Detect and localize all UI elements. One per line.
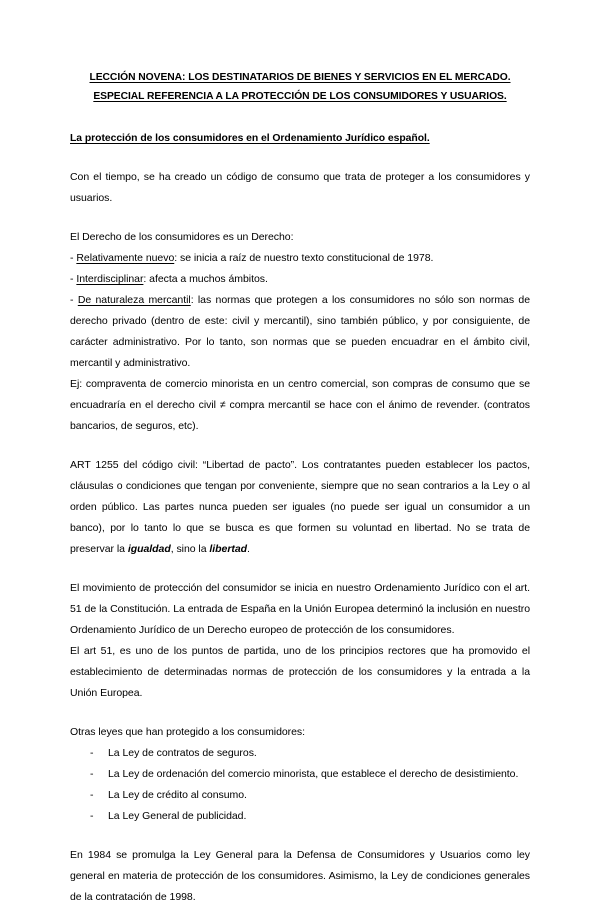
list-item-label: La Ley de ordenación del comercio minorista, que establece el derecho de desistimiento.	[108, 768, 519, 780]
list-item	[70, 743, 530, 764]
section-heading: La protección de los consumidores en el Ordenamiento Jurídico español.	[70, 133, 430, 144]
list-item	[70, 764, 530, 785]
list-item	[70, 785, 530, 806]
derecho-lead: El Derecho de los consumidores es un Derecho:	[70, 231, 294, 243]
art-1255-text-after: .	[247, 543, 250, 555]
bullet-term: Interdisciplinar	[76, 273, 144, 285]
list-item-label: La Ley de contratos de seguros.	[108, 747, 257, 759]
emphasis-libertad: libertad	[209, 543, 248, 555]
bullet-dash: -	[70, 294, 74, 306]
bullet-rest: : afecta a muchos ámbitos.	[143, 273, 268, 285]
law-list	[70, 743, 530, 827]
list-item-label: La Ley General de publicidad.	[108, 810, 247, 822]
bullet-term: Relativamente nuevo	[76, 252, 175, 264]
bullet-dash: -	[70, 273, 74, 285]
otras-leyes-lead: Otras leyes que han protegido a los consumidores:	[70, 726, 306, 738]
list-dash: -	[90, 768, 94, 780]
art-1255-text-middle: , sino la	[170, 543, 210, 555]
bullet-rest: : se inicia a raíz de nuestro texto constitucional de 1978.	[174, 252, 434, 264]
list-dash: -	[90, 747, 94, 759]
closing-paragraph: En 1984 se promulga la Ley General para la Defensa de Consumidores y Usuarios como ley general en materia de protección de los consumidores. Asimismo, la Ley de condiciones generales de la contratación de 1998.	[70, 849, 530, 903]
example-paragraph: Ej: compraventa de comercio minorista en un centro comercial, son compras de consumo que se encuadraría en el derecho civil ≠ compra mercantil se hace con el ánimo de revender. (contratos bancarios, de seguros, etc).	[70, 378, 530, 432]
list-dash: -	[90, 789, 94, 801]
list-item	[70, 806, 530, 827]
art-51-paragraph: El art 51, es uno de los puntos de partida, uno de los principios rectores que ha promovido el establecimiento de determinadas normas de protección de los consumidores y la entrada a la Unión Europea.	[70, 645, 530, 699]
emphasis-igualdad: igualdad	[127, 543, 171, 555]
page-title-line-2: ESPECIAL REFERENCIA A LA PROTECCIÓN DE LOS CONSUMIDORES Y USUARIOS.	[93, 91, 507, 102]
bullet-dash: -	[70, 252, 74, 264]
list-item-label: La Ley de crédito al consumo.	[108, 789, 247, 801]
bullet-term: De naturaleza mercantil	[77, 294, 191, 306]
paragraph-intro: Con el tiempo, se ha creado un código de consumo que trata de proteger a los consumidores y usuarios.	[70, 171, 530, 204]
page-title-line-1: LECCIÓN NOVENA: LOS DESTINATARIOS DE BIENES Y SERVICIOS EN EL MERCADO.	[89, 72, 511, 83]
bullet-relativamente-nuevo	[70, 248, 530, 269]
bullet-interdisciplinar	[70, 269, 530, 290]
page-title	[70, 68, 530, 106]
list-dash: -	[90, 810, 94, 822]
bullet-naturaleza-mercantil	[70, 290, 530, 374]
art-1255-paragraph	[70, 455, 530, 560]
movimiento-paragraph: El movimiento de protección del consumidor se inicia en nuestro Ordenamiento Jurídico con el art. 51 de la Constitución. La entrada de España en la Unión Europea determinó la inclusión en nuestro Ordenamiento Jurídico de un Derecho europeo de protección de los consumidores.	[70, 582, 530, 636]
bullet-rest: : las normas que protegen a los consumidores no sólo son normas de derecho privado (dentro de este: civil y mercantil), sino también público, y por consiguiente, de carácter administrativo. Por lo tanto, son normas que se pueden encuadrar en el ámbito civil, mercantil y administrativo.	[70, 294, 530, 369]
art-1255-text-before: ART 1255 del código civil: “Libertad de pacto”. Los contratantes pueden establecer los pactos, cláusulas o condiciones que tengan por conveniente, siempre que no sean contrarios a la Ley o al orden público. Las partes nunca pueden ser iguales (no puede ser igual un consumidor a un banco), por lo tanto lo que se busca es que formen su voluntad en libertad. No se trata de preservar la	[70, 459, 530, 555]
